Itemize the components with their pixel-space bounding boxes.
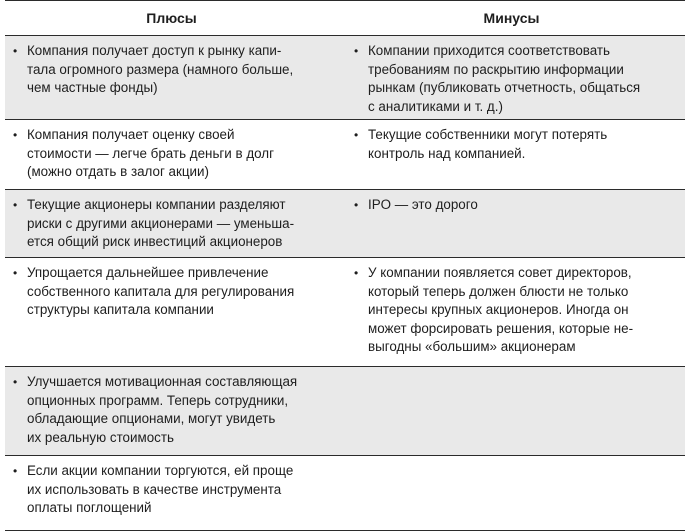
pros-cons-table (5, 0, 685, 531)
pro-text: Улучшается мотивационная составляющая опционных программ. Теперь сотрудники, обладающие опционами, могут увидеть их реальную стоимость (27, 374, 298, 445)
con-cell-empty (338, 367, 685, 455)
con-cell (338, 36, 685, 119)
pro-item (13, 373, 328, 447)
bullet-icon: • (13, 128, 18, 142)
table-row (5, 190, 685, 258)
con-cell (338, 120, 685, 189)
bullet-icon: • (354, 44, 359, 58)
con-cell (338, 190, 685, 257)
pro-cell (5, 456, 338, 530)
pro-item (13, 196, 328, 252)
con-cell (338, 258, 685, 366)
con-text: IPO — это дорого (368, 197, 478, 212)
pro-cell (5, 120, 338, 189)
pro-cell (5, 190, 338, 257)
con-text: Компании приходится соответствовать требованиям по раскрытию информации рынкам (публиковать отчетность, общаться с аналитиками и т. д.) (368, 43, 641, 114)
pro-item (13, 462, 328, 518)
pro-text: Если акции компании торгуются, ей проще их использовать в качестве инструмента оплаты поглощений (27, 463, 294, 515)
table-row (5, 258, 685, 367)
pro-item (13, 264, 328, 320)
con-item (354, 264, 679, 357)
pro-text: Компания получает доступ к рынку капи- тала огромного размера (намного больше, чем частные фонды) (27, 43, 294, 95)
pro-item (13, 42, 328, 98)
con-item (354, 196, 679, 215)
bullet-icon: • (13, 198, 18, 212)
table-row (5, 120, 685, 190)
con-cell-empty (338, 456, 685, 530)
con-item (354, 126, 679, 163)
cons-header: Минусы (483, 10, 540, 26)
bullet-icon: • (354, 266, 359, 280)
bullet-icon: • (13, 375, 18, 389)
pro-text: Компания получает оценку своей стоимости — легче брать деньги в долг (можно отдать в залог акции) (27, 127, 275, 179)
con-item (354, 42, 679, 116)
pro-cell (5, 258, 338, 366)
pro-cell (5, 367, 338, 455)
pros-header: Плюсы (146, 10, 197, 26)
pro-text: Текущие акционеры компании разделяют риски с другими акционерами — уменьша- ется общий риск инвестиций акционеров (27, 197, 295, 249)
bullet-icon: • (13, 266, 18, 280)
bullet-icon: • (13, 464, 18, 478)
bullet-icon: • (13, 44, 18, 58)
con-text: Текущие собственники могут потерять контроль над компанией. (368, 127, 608, 161)
con-text: У компании появляется совет директоров, который теперь должен блюсти не только интересы крупных акционеров. Иногда он может форсировать решения, которые не- выгодны «большим» акционерам (368, 265, 634, 354)
table-row (5, 367, 685, 456)
table-row (5, 456, 685, 531)
pro-item (13, 126, 328, 182)
pro-cell (5, 36, 338, 119)
table-row (5, 36, 685, 120)
table-header (5, 1, 685, 36)
pro-text: Упрощается дальнейшее привлечение собственного капитала для регулирования структуры капитала компании (27, 265, 295, 317)
bullet-icon: • (354, 198, 359, 212)
bullet-icon: • (354, 128, 359, 142)
